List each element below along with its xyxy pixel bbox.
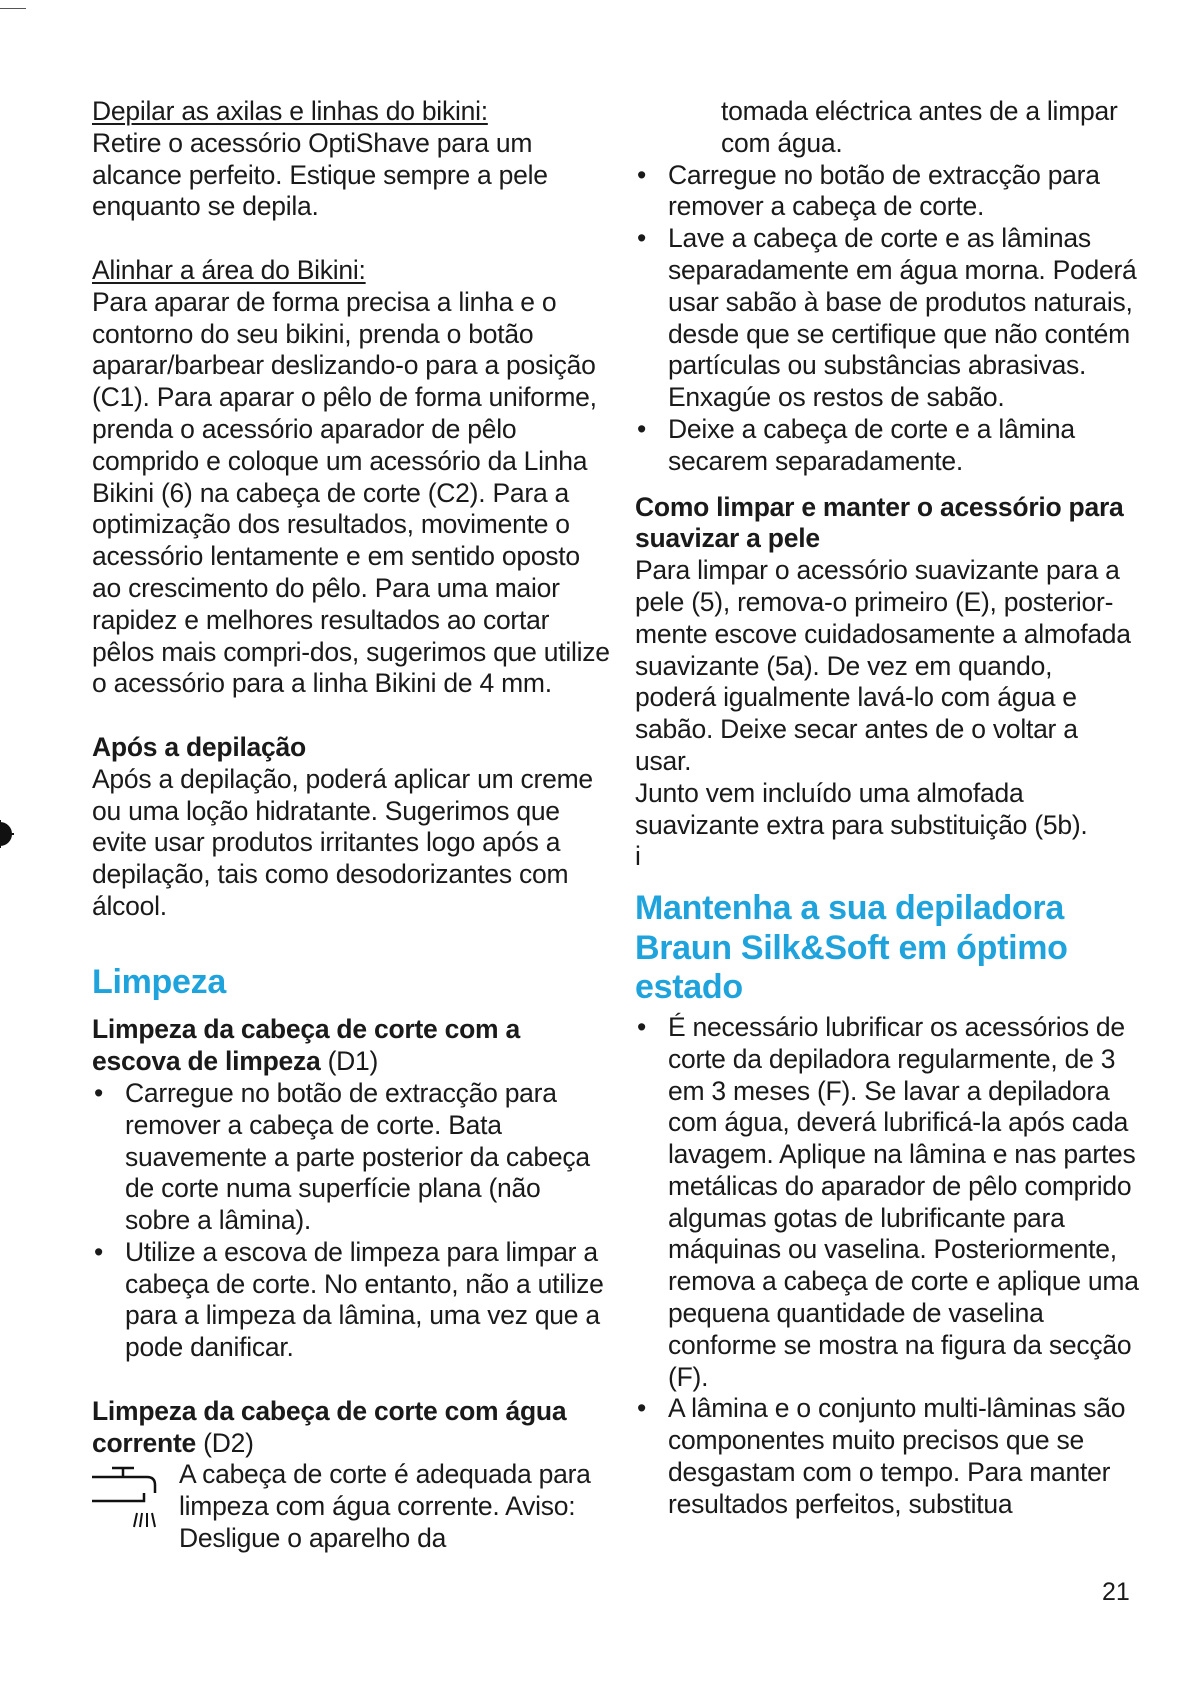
apos-text: Após a depilação, poderá aplicar um creme ou uma loção hidratante. Sugerimos que evite usar produtos irritantes logo após a depilação, tais como desodorizantes com álcool. (92, 763, 593, 921)
suavizar-text-2: Junto vem incluído uma almofada suavizante extra para substituição (5b). (635, 777, 1088, 840)
apos-title: Após a depilação (92, 731, 306, 762)
limpeza-heading: Limpeza (92, 962, 226, 1001)
suavizar-title: Como limpar e manter o acessório para suavizar a pele (635, 491, 1124, 554)
page-number: 21 (1102, 1578, 1130, 1606)
mantenha-bullets (635, 1012, 1140, 1521)
running-water-tap-icon (92, 1463, 164, 1535)
crop-line (0, 8, 26, 9)
right-column (635, 96, 1140, 1521)
agua-block (92, 1459, 612, 1554)
axilas-text: Retire o acessório OptiShave para um alcance perfeito. Estique sempre a pele enquanto se depila. (92, 127, 548, 222)
rinse-bullets (635, 160, 1140, 478)
bikini-text: Para aparar de forma precisa a linha e o contorno do seu bikini, prenda o botão aparar/barbear deslizando-o para a posição (C1). Para aparar o pêlo de forma uniforme, prenda o acessório aparador de pêlo comprido e coloque um acessório da Linha Bikini (6) na cabeça de corte (C2). Para a optimização dos resultados, movimente o acessório lentamente e em sentido oposto ao crescimento do pêlo. Para uma maior rapidez e melhores resultados ao cortar pêlos mais compri-dos, sugerimos que utilize o acessório para a linha Bikini de 4 mm. (92, 286, 610, 699)
list-item: • Utilize a escova de limpeza para limpar a cabeça de corte. No entanto, não a utilize para a limpeza da lâmina, uma vez que a pode danificar. (92, 1237, 612, 1364)
continued-text: tomada eléctrica antes de a limpar com água. (721, 96, 1118, 158)
escova-title-bold: Limpeza da cabeça de corte com a escova de limpeza (92, 1014, 520, 1077)
list-item: • Deixe a cabeça de corte e a lâmina secarem separadamente. (635, 414, 1140, 478)
list-item: • É necessário lubrificar os acessórios de corte da depiladora regularmente, de 3 em 3 meses (F). Se lavar a depiladora com água, deverá lubrificá-la após cada lavagem. Aplique na lâmina e nas partes metálicas do aparador de pêlo comprido algumas gotas de lubrificante para máquinas ou vaselina. Posteriormente, remova a cabeça de corte e aplique uma pequena quantidade de vaselina conforme se mostra na figura da secção (F). (635, 1012, 1140, 1394)
list-item: • Lave a cabeça de corte e as lâminas separadamente em água morna. Poderá usar sabão à base de produtos naturais, desde que se certifique que não contém partículas ou substâncias abrasivas. Enxagúe os restos de sabão. (635, 223, 1140, 414)
bikini-title: Alinhar a área do Bikini: (92, 254, 366, 285)
agua-title-ref: (D2) (196, 1427, 254, 1458)
escova-bullets (92, 1078, 612, 1364)
list-item: • Carregue no botão de extracção para remover a cabeça de corte. (635, 160, 1140, 224)
list-item: • A lâmina e o conjunto multi-lâminas são componentes muito precisos que se desgastam com o tempo. Para manter resultados perfeitos, substitua (635, 1393, 1140, 1520)
mantenha-heading: Mantenha a sua depiladora Braun Silk&Soft em óptimo estado (635, 889, 1068, 1007)
suavizar-text-1: Para limpar o acessório suavizante para a pele (5), remova-o primeiro (E), posterior-mente escove cuidadosamente a almofada suavizante (5a). De vez em quando, poderá igualmente lavá-lo com água e sabão. Deixe secar antes de o voltar a usar. (635, 555, 1131, 776)
agua-title (92, 1396, 612, 1460)
agua-title-bold: Limpeza da cabeça de corte com água corrente (92, 1395, 567, 1458)
axilas-title: Depilar as axilas e linhas do bikini: (92, 96, 488, 126)
left-column (92, 96, 612, 1555)
escova-title (92, 1014, 612, 1078)
escova-title-ref: (D1) (320, 1046, 379, 1077)
registration-mark-icon (0, 820, 14, 848)
agua-text: A cabeça de corte é adequada para limpeza com água corrente. Aviso: Desligue o aparelho da (179, 1459, 591, 1554)
stray-char: i (635, 841, 641, 872)
list-item: • Carregue no botão de extracção para remover a cabeça de corte. Bata suavemente a parte posterior da cabeça de corte numa superfície plana (não sobre a lâmina). (92, 1078, 612, 1237)
